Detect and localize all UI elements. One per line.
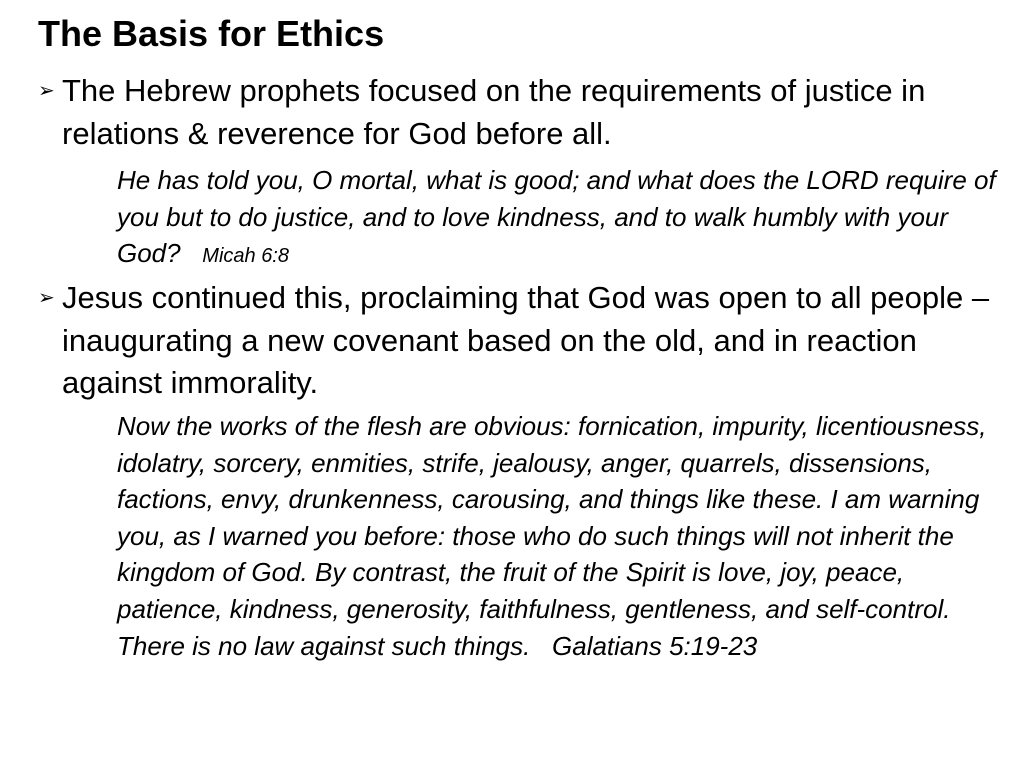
bullet-point-jesus xyxy=(38,277,1012,405)
quote-reference: Micah 6:8 xyxy=(202,245,289,268)
scripture-quote-micah xyxy=(117,162,1007,275)
slide-title: The Basis for Ethics xyxy=(38,13,385,54)
quote-text: Now the works of the flesh are obvious: fornication, impurity, licentiousness, idolatry, sorcery, enmities, strife, jealousy, anger, quarrels, dissensions, factions, envy, drunkenness, carousing, and things like these. I am warning you, as I warned you before: those who do such things will not inherit the kingdom of God. By contrast, the fruit of the Spirit is love, joy, peace, patience, kindness, generosity, faithfulness, gentleness, and self-control. There is no law against such things. xyxy=(117,411,987,661)
bullet-text: The Hebrew prophets focused on the requirements of justice in relations & reverence for God before all. xyxy=(62,73,926,151)
bullet-point-hebrew-prophets xyxy=(38,70,1012,155)
arrowhead-bullet-icon: ➢ xyxy=(38,80,55,102)
quote-reference: Galatians 5:19-23 xyxy=(552,630,758,661)
arrowhead-bullet-icon: ➢ xyxy=(38,287,55,309)
quote-text: He has told you, O mortal, what is good; and what does the LORD require of you but to do justice, and to love kindness, and to walk humbly with your God? xyxy=(117,165,996,269)
bullet-text: Jesus continued this, proclaiming that God was open to all people – inaugurating a new covenant based on the old, and in reaction against immorality. xyxy=(62,280,990,400)
scripture-quote-galatians xyxy=(117,408,1007,664)
